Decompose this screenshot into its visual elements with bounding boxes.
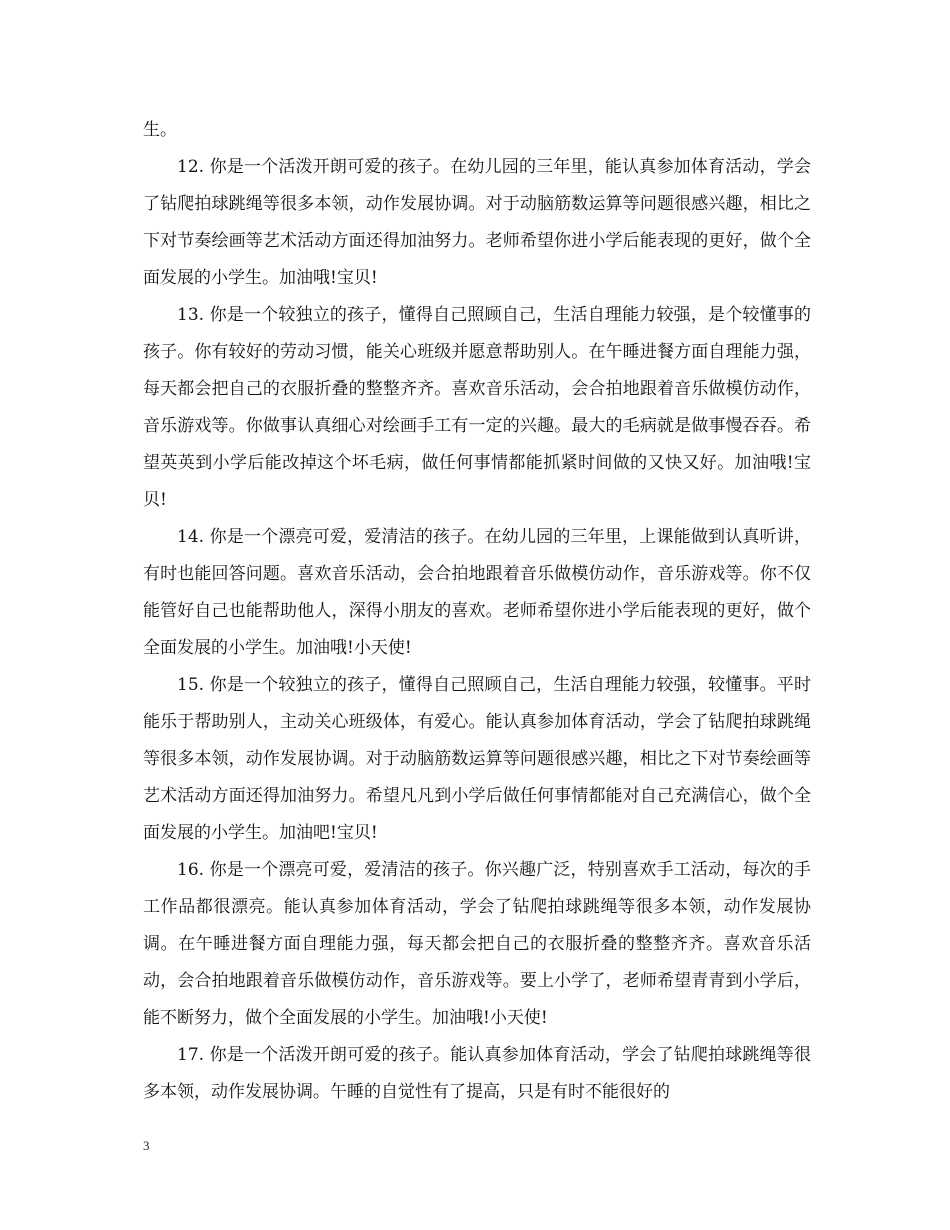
- paragraph-continued: 生。: [143, 120, 177, 140]
- paragraph-15: 15. 你是一个较独立的孩子，懂得自己照顾自己，生活自理能力较强，较懂事。平时能乐于帮助别人，主动关心班级体，有爱心。能认真参加体育活动，学会了钻爬拍球跳绳等很多本领，动作发展协调。对于动脑筋数运算等问题很感兴趣，相比之下对节奏绘画等艺术活动方面还得加油努力。希望凡凡到小学后做任何事情都能对自己充满信心，做个全面发展的小学生。加油吧!宝贝!: [143, 675, 811, 843]
- paragraph-17: 17. 你是一个活泼开朗可爱的孩子。能认真参加体育活动，学会了钻爬拍球跳绳等很多本领，动作发展协调。午睡的自觉性有了提高，只是有时不能很好的: [143, 1045, 811, 1102]
- paragraph-14: 14. 你是一个漂亮可爱，爱清洁的孩子。在幼儿园的三年里，上课能做到认真听讲，有时也能回答问题。喜欢音乐活动，会合拍地跟着音乐做模仿动作，音乐游戏等。你不仅能管好自己也能帮助他人，深得小朋友的喜欢。老师希望你进小学后能表现的更好，做个全面发展的小学生。加油哦!小天使!: [143, 527, 811, 658]
- paragraph-16: 16. 你是一个漂亮可爱，爱清洁的孩子。你兴趣广泛，特别喜欢手工活动，每次的手工作品都很漂亮。能认真参加体育活动，学会了钻爬拍球跳绳等很多本领，动作发展协调。在午睡进餐方面自理能力强，每天都会把自己的衣服折叠的整整齐齐。喜欢音乐活动，会合拍地跟着音乐做模仿动作，音乐游戏等。要上小学了，老师希望青青到小学后，能不断努力，做个全面发展的小学生。加油哦!小天使!: [143, 860, 811, 1028]
- page-number: 3: [143, 1138, 150, 1153]
- paragraph-13: 13. 你是一个较独立的孩子，懂得自己照顾自己，生活自理能力较强，是个较懂事的孩子。你有较好的劳动习惯，能关心班级并愿意帮助别人。在午睡进餐方面自理能力强，每天都会把自己的衣服折叠的整整齐齐。喜欢音乐活动，会合拍地跟着音乐做模仿动作，音乐游戏等。你做事认真细心对绘画手工有一定的兴趣。最大的毛病就是做事慢吞吞。希望英英到小学后能改掉这个坏毛病，做任何事情都能抓紧时间做的又快又好。加油哦!宝贝!: [143, 305, 811, 510]
- paragraph-12: 12. 你是一个活泼开朗可爱的孩子。在幼儿园的三年里，能认真参加体育活动，学会了钻爬拍球跳绳等很多本领，动作发展协调。对于动脑筋数运算等问题很感兴趣，相比之下对节奏绘画等艺术活动方面还得加油努力。老师希望你进小学后能表现的更好，做个全面发展的小学生。加油哦!宝贝!: [143, 157, 811, 288]
- document-body: [143, 112, 811, 1111]
